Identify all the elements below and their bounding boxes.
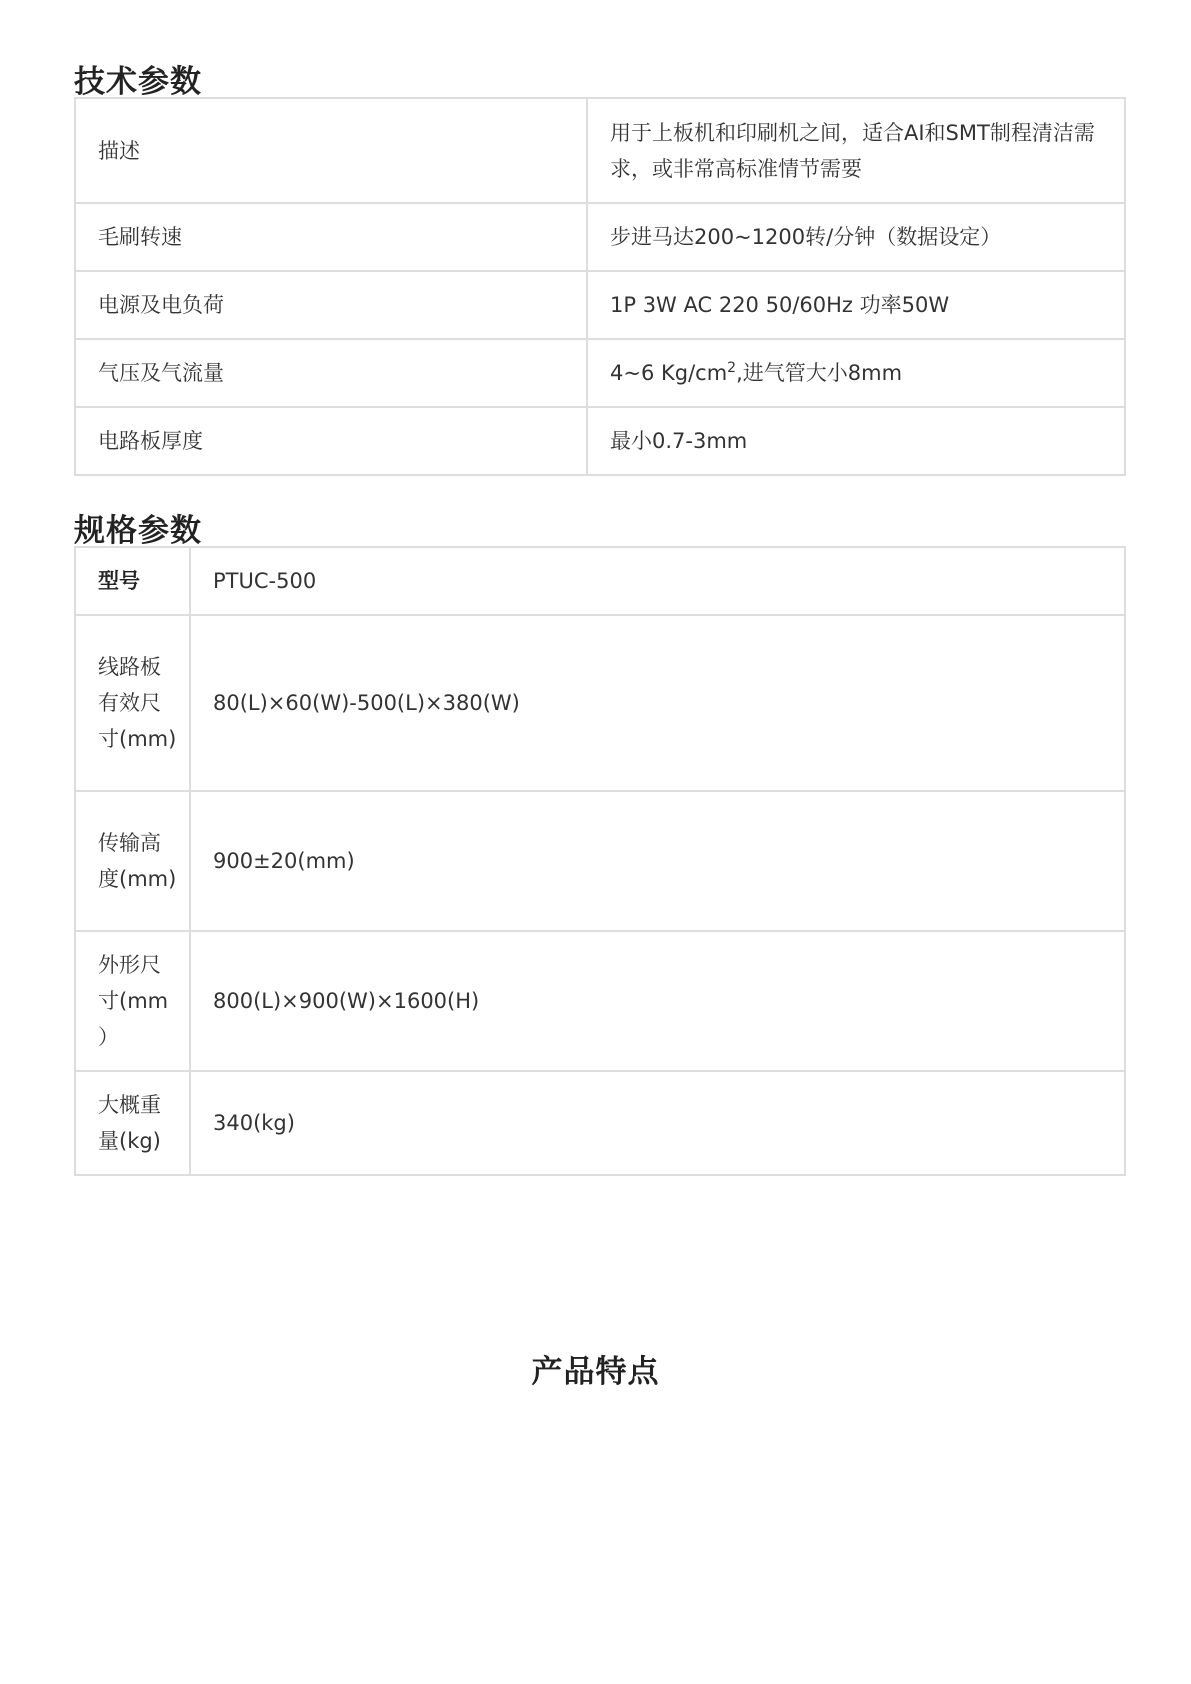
param-value-board-thickness: 最小0.7-3mm <box>587 407 1125 475</box>
table-row <box>75 339 1125 407</box>
param-label-brush-speed: 毛刷转速 <box>75 203 587 271</box>
table-row <box>75 407 1125 475</box>
param-value-air-pressure <box>587 339 1125 407</box>
air-pressure-suffix: ,进气管大小8mm <box>736 361 903 385</box>
table-row <box>75 931 1125 1071</box>
table-row <box>75 98 1125 203</box>
spec-params-table <box>74 546 1126 1176</box>
param-value-power: 1P 3W AC 220 50/60Hz 功率50W <box>587 271 1125 339</box>
param-label-air-pressure: 气压及气流量 <box>75 339 587 407</box>
spec-value-transport-height: 900±20(mm) <box>190 791 1125 931</box>
features-title: 产品特点 <box>531 1354 660 1390</box>
spec-label-dimensions: 外形尺寸(mm ） <box>75 931 190 1071</box>
table-row <box>75 547 1125 615</box>
param-label-description: 描述 <box>75 98 587 203</box>
param-label-power: 电源及电负荷 <box>75 271 587 339</box>
spec-value-weight: 340(kg) <box>190 1071 1125 1175</box>
tech-params-table <box>74 97 1126 476</box>
spec-label-transport-height: 传输高度(mm) <box>75 791 190 931</box>
table-row <box>75 203 1125 271</box>
air-pressure-prefix: 4~6 Kg/cm <box>610 361 728 385</box>
spec-label-weight: 大概重量(kg) <box>75 1071 190 1175</box>
spec-value-board-size: 80(L)×60(W)-500(L)×380(W) <box>190 615 1125 791</box>
spec-value-model: PTUC-500 <box>190 547 1125 615</box>
param-value-description: 用于上板机和印刷机之间，适合AI和SMT制程清洁需求，或非常高标准情节需要 <box>587 98 1125 203</box>
air-pressure-superscript: 2 <box>727 360 737 376</box>
spec-label-board-size: 线路板有效尺寸(mm) <box>75 615 190 791</box>
spec-params-title: 规格参数 <box>74 513 202 549</box>
spec-value-dimensions: 800(L)×900(W)×1600(H) <box>190 931 1125 1071</box>
table-row <box>75 791 1125 931</box>
spec-label-model: 型号 <box>75 547 190 615</box>
param-label-board-thickness: 电路板厚度 <box>75 407 587 475</box>
tech-params-title: 技术参数 <box>74 64 202 100</box>
table-row <box>75 271 1125 339</box>
table-row <box>75 615 1125 791</box>
param-value-brush-speed: 步进马达200~1200转/分钟（数据设定） <box>587 203 1125 271</box>
table-row <box>75 1071 1125 1175</box>
